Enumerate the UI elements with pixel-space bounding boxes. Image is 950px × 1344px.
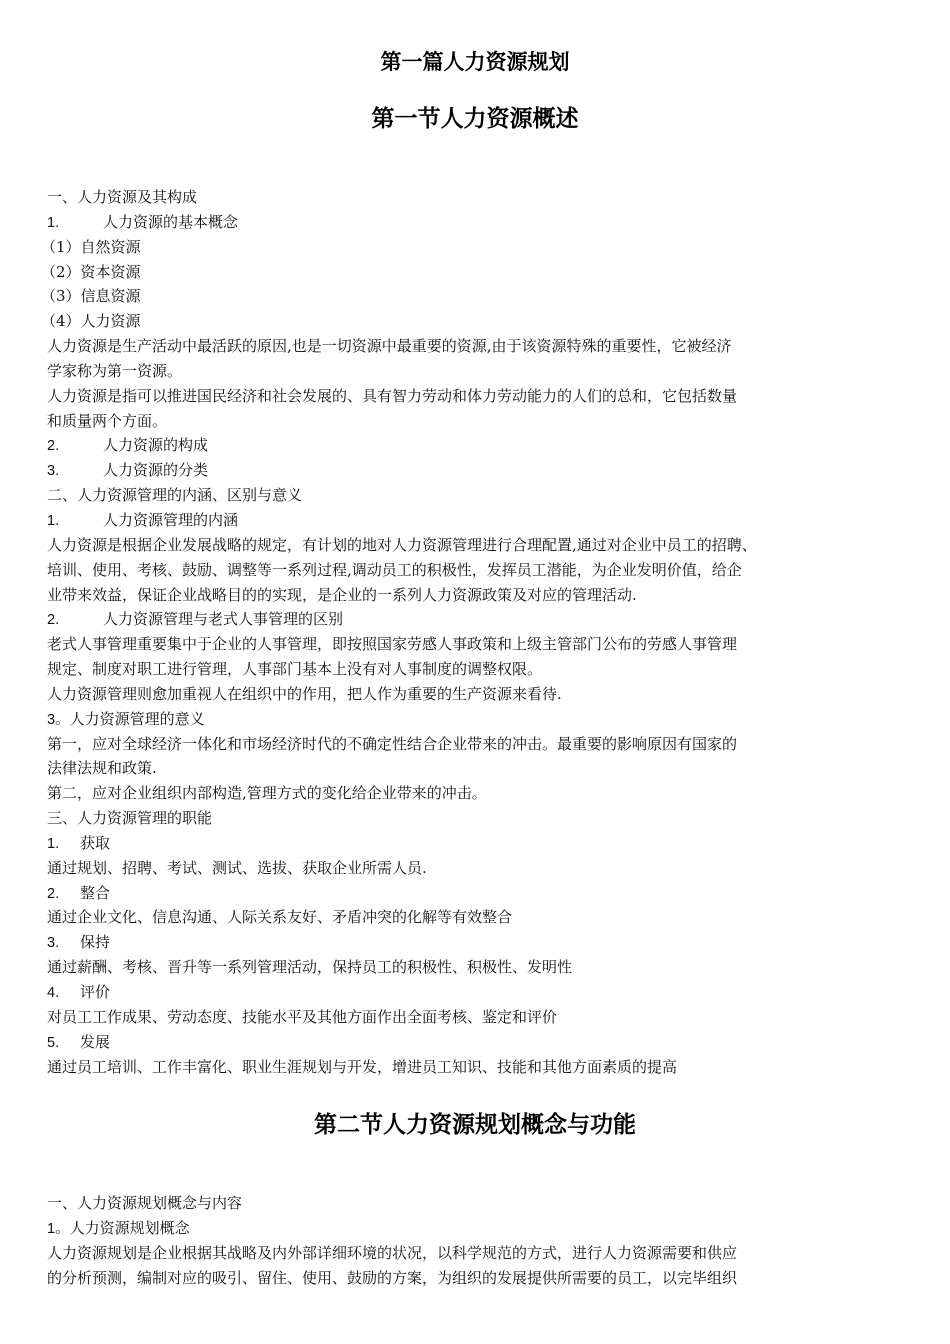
section-1-body <box>41 185 907 1079</box>
heading-1: 一、人力资源规划概念与内容 <box>47 1194 243 1212</box>
paragraph-line: 法律法规和政策. <box>47 759 157 778</box>
paragraph-line: 学家称为第一资源。 <box>47 361 183 380</box>
item-text: 人力资源管理与老式人事管理的区别 <box>103 610 344 629</box>
function-heading <box>47 831 907 856</box>
section-title-2: 第二节人力资源规划概念与功能 <box>314 1112 636 1138</box>
paragraph-line: 人力资源是生产活动中最活跃的原因,也是一切资源中最重要的资源,由于该资源特殊的重要性，它被经济 <box>47 337 732 356</box>
item-text: 人力资源管理的意义 <box>69 709 205 728</box>
function-heading <box>47 980 907 1005</box>
item-number: 2. <box>47 885 60 902</box>
heading-1: 一、人力资源及其构成 <box>47 188 198 206</box>
paragraph-line: 业带来效益，保证企业战略目的的实现，是企业的一系列人力资源政策及对应的管理活动. <box>47 585 637 604</box>
function-heading <box>47 1030 907 1055</box>
paragraph-line: 培训、使用、考核、鼓励、调整等一系列过程,调动员工的积极性，发挥员工潜能，为企业发明价值，给企 <box>47 560 742 579</box>
item-number: 2. <box>47 438 60 455</box>
item-text: 整合 <box>80 883 111 902</box>
subheading <box>47 1216 907 1241</box>
part-title: 第一篇人力资源规划 <box>380 50 570 74</box>
subheading <box>47 607 907 632</box>
function-description: 通过员工培训、工作丰富化、职业生涯规划与开发，增进员工知识、技能和其他方面素质的提高 <box>47 1057 678 1076</box>
paragraph-line: 人力资源是根据企业发展战略的规定，有计划的地对人力资源管理进行合理配置,通过对企业中员工的招聘、 <box>47 535 757 554</box>
subheading <box>47 707 907 732</box>
subheading <box>47 433 907 458</box>
paragraph-line: 的分析预测，编制对应的吸引、留住、使用、鼓励的方案，为组织的发展提供所需要的员工，以完毕组织 <box>47 1268 738 1287</box>
function-description: 对员工工作成果、劳动态度、技能水平及其他方面作出全面考核、鉴定和评价 <box>47 1007 558 1026</box>
item-number: 2. <box>47 612 60 629</box>
item-text: 保持 <box>80 933 111 952</box>
item-text: 人力资源管理的内涵 <box>103 510 239 529</box>
item-text: 获取 <box>80 833 111 852</box>
paragraph-line: 第一，应对全球经济一体化和市场经济时代的不确定性结合企业带来的冲击。最重要的影响原因有国家的 <box>47 734 738 753</box>
item-number: 3。 <box>47 711 70 728</box>
heading-2: 二、人力资源管理的内涵、区别与意义 <box>47 486 303 505</box>
item-number: 1. <box>47 835 60 852</box>
heading-3: 三、人力资源管理的职能 <box>47 809 213 828</box>
subheading <box>47 508 907 533</box>
function-description: 通过薪酬、考核、晋升等一系列管理活动，保持员工的积极性、积极性、发明性 <box>47 958 573 977</box>
item-number: 1. <box>47 512 60 529</box>
list-item: （1）自然资源 <box>41 237 141 256</box>
paragraph-line: 老式人事管理重要集中于企业的人事管理，即按照国家劳感人事政策和上级主管部门公布的劳感人事管理 <box>47 635 738 654</box>
paragraph-line: 人力资源是指可以推进国民经济和社会发展的、具有智力劳动和体力劳动能力的人们的总和，它包括数量 <box>47 386 738 405</box>
item-number: 4. <box>47 985 60 1001</box>
item-number: 5. <box>47 1034 60 1051</box>
subheading <box>47 210 907 235</box>
item-text: 人力资源的构成 <box>103 436 209 455</box>
list-item: （4）人力资源 <box>41 312 141 331</box>
item-number: 3. <box>47 463 60 480</box>
paragraph-line: 规定、制度对职工进行管理，人事部门基本上没有对人事制度的调整权限。 <box>47 660 543 679</box>
function-description: 通过企业文化、信息沟通、人际关系友好、矛盾冲突的化解等有效整合 <box>47 908 513 927</box>
list-item: （2）资本资源 <box>41 262 141 281</box>
paragraph-line: 和质量两个方面。 <box>47 411 168 430</box>
paragraph-line: 人力资源管理则愈加重视人在组织中的作用，把人作为重要的生产资源来看待. <box>47 684 562 703</box>
paragraph-line: 第二，应对企业组织内部构造,管理方式的变化给企业带来的冲击。 <box>47 784 487 803</box>
function-heading <box>47 930 907 955</box>
function-heading <box>47 881 907 906</box>
section-title-1: 第一节人力资源概述 <box>371 106 579 132</box>
function-description: 通过规划、招聘、考试、测试、选拔、获取企业所需人员. <box>47 858 427 877</box>
item-text: 发展 <box>80 1032 111 1051</box>
subheading <box>47 458 907 483</box>
item-text: 人力资源的基本概念 <box>103 212 239 231</box>
section-2-body <box>47 1191 907 1290</box>
item-text: 评价 <box>80 983 111 1001</box>
item-text: 人力资源规划概念 <box>69 1218 190 1237</box>
item-number: 1. <box>47 214 60 231</box>
item-number: 3. <box>47 935 60 952</box>
item-number: 1。 <box>47 1220 70 1237</box>
paragraph-line: 人力资源规划是企业根据其战略及内外部详细环境的状况，以科学规范的方式，进行人力资源需要和供应 <box>47 1243 738 1262</box>
list-item: （3）信息资源 <box>41 287 141 306</box>
item-text: 人力资源的分类 <box>103 461 209 480</box>
